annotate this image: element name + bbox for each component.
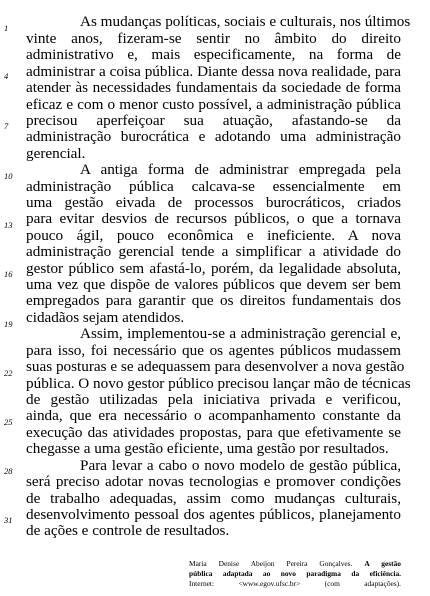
text-line: chegasse a uma gestão eficiente, uma gestão por resultados.: [26, 440, 389, 457]
source-citation-line: [189, 569, 401, 579]
text-line: gestor público sem afastá-lo, porém, da legalidade absoluta,: [26, 260, 401, 277]
line-number: 22: [4, 368, 13, 378]
line-number: 19: [4, 319, 13, 329]
source-note: (com adaptações).: [324, 579, 401, 588]
text-line: pública. O novo gestor público precisou lançar mão de técnicas: [26, 375, 411, 392]
text-line: para isso, foi necessário que os agentes públicos mudassem: [26, 342, 401, 359]
text-line: cidadãos sejam atendidos.: [26, 309, 185, 326]
line-number: 31: [4, 515, 13, 525]
text-line: empregados para garantir que os direitos fundamentais dos: [26, 292, 401, 309]
text-line: atender às necessidades fundamentais da sociedade de forma: [26, 79, 401, 96]
text-line: pouco ágil, pouco econômica e ineficiente. A nova: [26, 227, 401, 244]
text-line: A antiga forma de administrar empregada pela: [80, 161, 401, 178]
line-number: 7: [4, 121, 9, 131]
source-title: pública adaptada ao novo paradigma da eficiência.: [189, 569, 401, 578]
text-line: administração burocrática e adotando uma administração: [26, 128, 401, 145]
source-citation-line: [189, 559, 401, 569]
text-line: administração gerencial tende a simplificar a atividade do: [26, 243, 401, 260]
text-line: execução das atividades propostas, para que efetivamente se: [26, 424, 401, 441]
text-line: As mudanças políticas, sociais e culturais, nos últimos: [80, 13, 411, 30]
source-author: Maria Denise Abeijon Pereira Gonçalves.: [189, 559, 353, 568]
text-line: será preciso adotar novas tecnologias e promover condições: [26, 473, 401, 490]
text-line: eficaz e com o menor custo possível, a administração pública: [26, 96, 401, 113]
text-line: administrar a coisa pública. Diante dessa nova realidade, para: [26, 63, 401, 80]
source-citation-line: [189, 579, 401, 589]
line-number: 25: [4, 417, 13, 427]
line-number: 28: [4, 466, 13, 476]
text-line: para evitar desvios de recursos públicos, o que a tornava: [26, 210, 401, 227]
text-line: administrativo e, mais especificamente, na forma de: [26, 46, 401, 63]
line-number: 10: [4, 171, 13, 181]
text-line: precisou aperfeiçoar sua atuação, afastando-se da: [26, 112, 401, 129]
text-line: de gestão utilizadas pela iniciativa privada e verificou,: [26, 391, 401, 408]
text-line: uma gestão eivada de processos burocráticos, criados: [26, 194, 401, 211]
text-line: uma vez que dispõe de valores públicos que devem ser bem: [26, 276, 401, 293]
text-line: Assim, implementou-se a administração gerencial e,: [80, 325, 401, 342]
line-number: 1: [4, 23, 9, 33]
text-line: desenvolvimento pessoal dos agentes públicos, planejamento: [26, 506, 401, 523]
text-line: administração pública calcava-se essencialmente em: [26, 178, 401, 195]
line-number: 4: [4, 71, 9, 81]
source-url: <www.egov.ufsc.br>: [238, 579, 301, 588]
source-title: A gestão: [364, 559, 401, 568]
text-line: suas posturas e se adequassem para desenvolver a nova gestão: [26, 358, 405, 375]
text-line: gerencial.: [26, 145, 86, 162]
text-line: ainda, que era necessário o acompanhamento constante da: [26, 407, 401, 424]
text-line: de ações e controle de resultados.: [26, 522, 230, 539]
text-line: Para levar a cabo o novo modelo de gestão pública,: [80, 457, 401, 474]
line-number: 16: [4, 269, 13, 279]
line-number: 13: [4, 220, 13, 230]
source-internet-label: Internet:: [189, 579, 215, 588]
text-line: de trabalho adequadas, assim como mudanças culturais,: [26, 490, 401, 507]
text-line: vinte anos, fizeram-se sentir no âmbito do direito: [26, 30, 401, 47]
